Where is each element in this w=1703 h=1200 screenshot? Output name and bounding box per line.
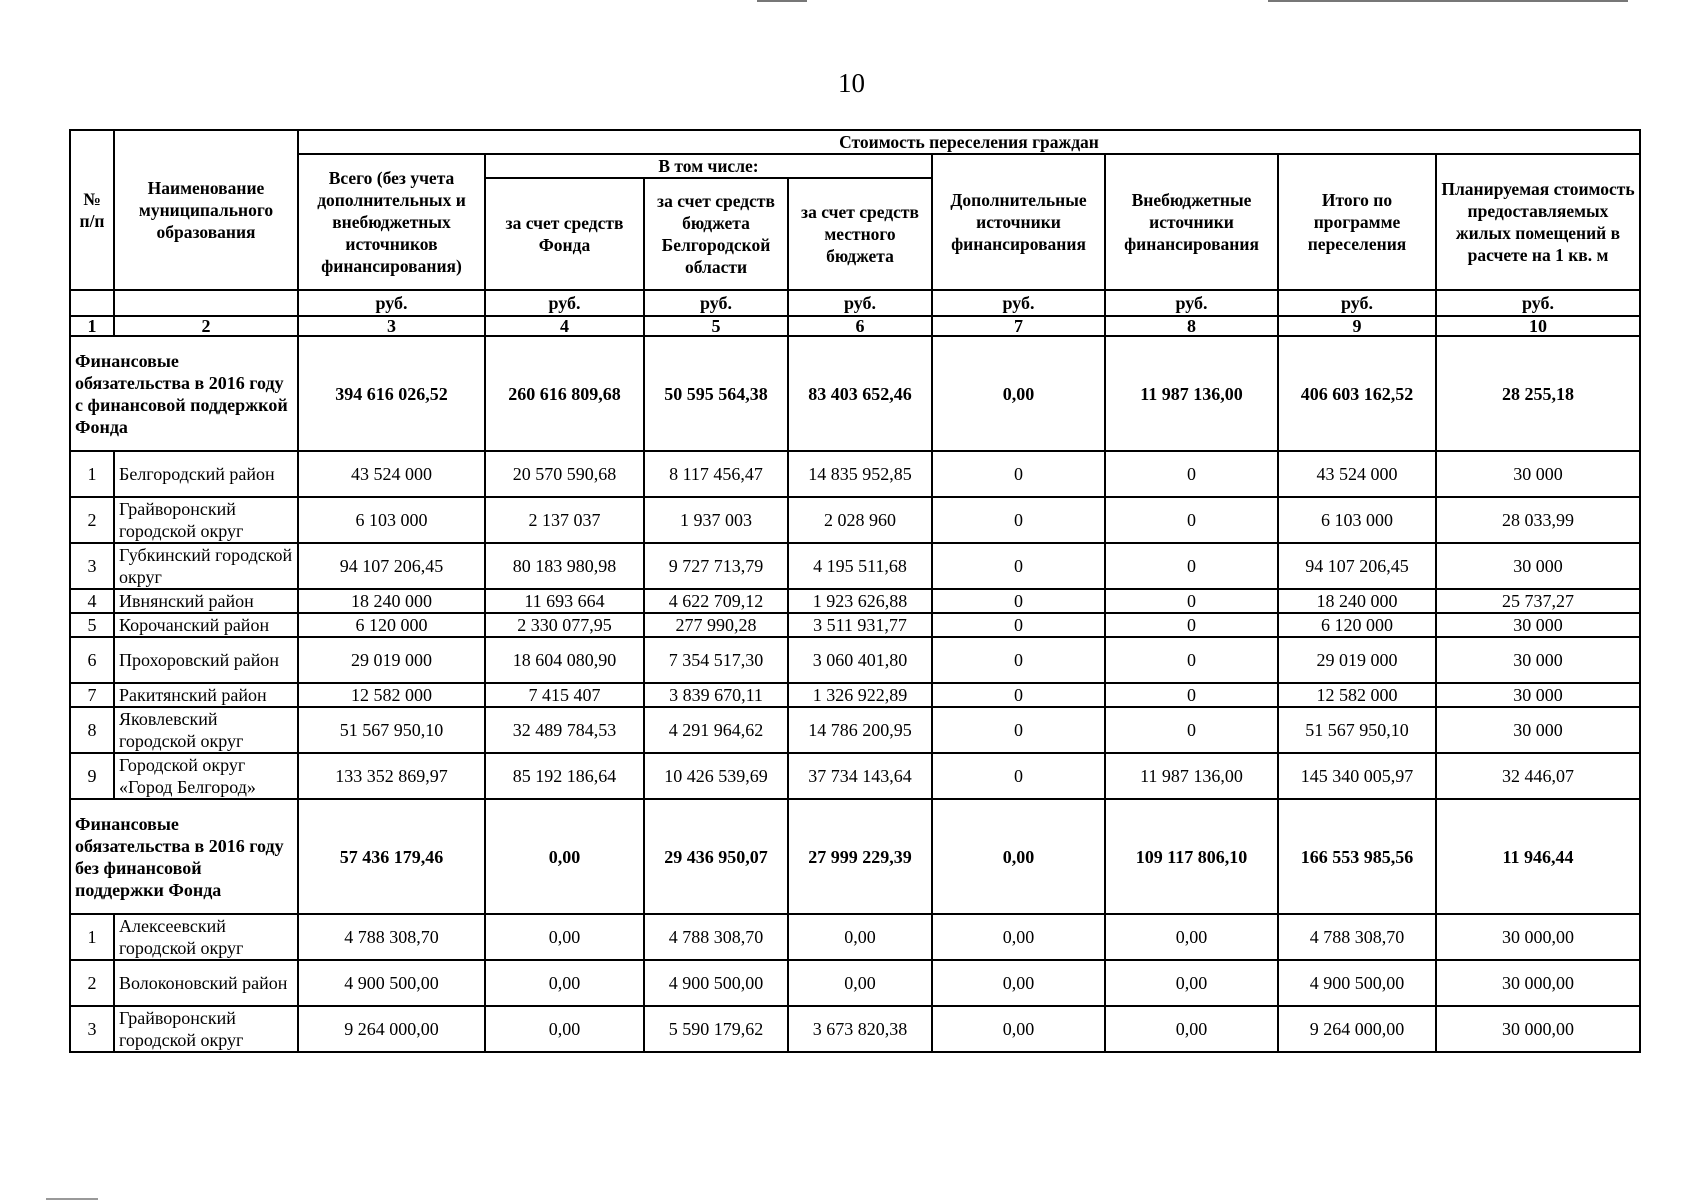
value-cell: 9 727 713,79: [644, 543, 788, 589]
group-value-cell: 29 436 950,07: [644, 799, 788, 914]
value-cell: 133 352 869,97: [298, 753, 485, 799]
value-cell: 277 990,28: [644, 613, 788, 637]
value-cell: 6 103 000: [298, 497, 485, 543]
value-cell: 0: [1105, 613, 1278, 637]
value-cell: 0: [1105, 589, 1278, 613]
group-value-cell: 260 616 809,68: [485, 336, 644, 451]
col-number: 3: [298, 316, 485, 336]
col-number: 2: [114, 316, 298, 336]
value-cell: 1 937 003: [644, 497, 788, 543]
group-total-row: [70, 336, 1640, 451]
value-cell: 20 570 590,68: [485, 451, 644, 497]
value-cell: 30 000,00: [1436, 960, 1640, 1006]
municipality-name: Прохоровский район: [114, 637, 298, 683]
value-cell: 30 000,00: [1436, 1006, 1640, 1052]
value-cell: 80 183 980,98: [485, 543, 644, 589]
col-number: 7: [932, 316, 1105, 336]
row-number: 3: [70, 1006, 114, 1052]
value-cell: 0: [1105, 451, 1278, 497]
group-value-cell: 27 999 229,39: [788, 799, 932, 914]
col-number: 6: [788, 316, 932, 336]
value-cell: 4 900 500,00: [298, 960, 485, 1006]
row-number: 8: [70, 707, 114, 753]
units-empty-num: [70, 290, 114, 316]
value-cell: 18 240 000: [1278, 589, 1436, 613]
value-cell: 30 000: [1436, 613, 1640, 637]
value-cell: 30 000: [1436, 543, 1640, 589]
value-cell: 30 000: [1436, 683, 1640, 707]
value-cell: 5 590 179,62: [644, 1006, 788, 1052]
page-number: 10: [838, 68, 865, 98]
value-cell: 4 195 511,68: [788, 543, 932, 589]
group-title: Финансовые обязательства в 2016 году с финансовой поддержкой Фонда: [70, 336, 298, 451]
value-cell: 29 019 000: [298, 637, 485, 683]
value-cell: 30 000: [1436, 637, 1640, 683]
value-cell: 94 107 206,45: [1278, 543, 1436, 589]
value-cell: 32 489 784,53: [485, 707, 644, 753]
table-row: [70, 1006, 1640, 1052]
header-extrabudget: Внебюджетные источники финансирования: [1105, 154, 1278, 290]
value-cell: 4 900 500,00: [1278, 960, 1436, 1006]
value-cell: 0,00: [485, 1006, 644, 1052]
row-number: 2: [70, 960, 114, 1006]
group-value-cell: 394 616 026,52: [298, 336, 485, 451]
value-cell: 4 788 308,70: [1278, 914, 1436, 960]
table-row: [70, 707, 1640, 753]
row-number: 5: [70, 613, 114, 637]
group-value-cell: 83 403 652,46: [788, 336, 932, 451]
value-cell: 0,00: [788, 960, 932, 1006]
value-cell: 1 326 922,89: [788, 683, 932, 707]
group-value-cell: 0,00: [932, 799, 1105, 914]
table-row: [70, 543, 1640, 589]
value-cell: 9 264 000,00: [1278, 1006, 1436, 1052]
row-number: 4: [70, 589, 114, 613]
value-cell: 85 192 186,64: [485, 753, 644, 799]
table-row: [70, 637, 1640, 683]
unit-cell: руб.: [1105, 290, 1278, 316]
col-number: 4: [485, 316, 644, 336]
group-value-cell: 406 603 162,52: [1278, 336, 1436, 451]
value-cell: 6 120 000: [298, 613, 485, 637]
value-cell: 0: [1105, 683, 1278, 707]
col-number: 10: [1436, 316, 1640, 336]
col-number: 5: [644, 316, 788, 336]
value-cell: 37 734 143,64: [788, 753, 932, 799]
value-cell: 28 033,99: [1436, 497, 1640, 543]
value-cell: 12 582 000: [1278, 683, 1436, 707]
municipality-name: Грайворонский городской округ: [114, 497, 298, 543]
col-number: 9: [1278, 316, 1436, 336]
value-cell: 0,00: [1105, 914, 1278, 960]
value-cell: 0,00: [932, 1006, 1105, 1052]
unit-cell: руб.: [1436, 290, 1640, 316]
group-value-cell: 11 987 136,00: [1105, 336, 1278, 451]
value-cell: 7 415 407: [485, 683, 644, 707]
top-rule-right: [1268, 0, 1628, 2]
table-row: [70, 914, 1640, 960]
header-program-total: Итого по программе переселения: [1278, 154, 1436, 290]
row-number: 2: [70, 497, 114, 543]
municipality-name: Ивнянский район: [114, 589, 298, 613]
value-cell: 0: [932, 451, 1105, 497]
row-number: 7: [70, 683, 114, 707]
value-cell: 1 923 626,88: [788, 589, 932, 613]
header-including: В том числе:: [485, 154, 932, 178]
municipality-name: Корочанский район: [114, 613, 298, 637]
units-empty-name: [114, 290, 298, 316]
value-cell: 14 786 200,95: [788, 707, 932, 753]
value-cell: 3 839 670,11: [644, 683, 788, 707]
value-cell: 0,00: [485, 914, 644, 960]
municipality-name: Яковлевский городской округ: [114, 707, 298, 753]
value-cell: 0,00: [1105, 1006, 1278, 1052]
unit-cell: руб.: [298, 290, 485, 316]
value-cell: 7 354 517,30: [644, 637, 788, 683]
value-cell: 11 693 664: [485, 589, 644, 613]
header-additional: Дополнительные источники финансирования: [932, 154, 1105, 290]
value-cell: 0: [932, 613, 1105, 637]
value-cell: 14 835 952,85: [788, 451, 932, 497]
value-cell: 6 120 000: [1278, 613, 1436, 637]
table-row: [70, 753, 1640, 799]
value-cell: 0: [932, 589, 1105, 613]
value-cell: 4 291 964,62: [644, 707, 788, 753]
table-row: [70, 451, 1640, 497]
municipality-name: Городской округ «Город Белгород»: [114, 753, 298, 799]
group-value-cell: 57 436 179,46: [298, 799, 485, 914]
value-cell: 2 137 037: [485, 497, 644, 543]
value-cell: 29 019 000: [1278, 637, 1436, 683]
col-number: 1: [70, 316, 114, 336]
municipality-name: Грайворонский городской округ: [114, 1006, 298, 1052]
municipality-name: Ракитянский район: [114, 683, 298, 707]
row-number: 6: [70, 637, 114, 683]
unit-cell: руб.: [788, 290, 932, 316]
value-cell: 0: [1105, 707, 1278, 753]
value-cell: 0,00: [1105, 960, 1278, 1006]
value-cell: 43 524 000: [298, 451, 485, 497]
value-cell: 4 788 308,70: [298, 914, 485, 960]
unit-cell: руб.: [485, 290, 644, 316]
header-name: Наименование муниципального образования: [114, 130, 298, 290]
value-cell: 8 117 456,47: [644, 451, 788, 497]
value-cell: 2 028 960: [788, 497, 932, 543]
header-local: за счет средств местного бюджета: [788, 178, 932, 290]
value-cell: 0,00: [788, 914, 932, 960]
row-number: 1: [70, 914, 114, 960]
unit-cell: руб.: [932, 290, 1105, 316]
group-value-cell: 0,00: [485, 799, 644, 914]
value-cell: 2 330 077,95: [485, 613, 644, 637]
header-fund: за счет средств Фонда: [485, 178, 644, 290]
resettlement-cost-table: [69, 129, 1641, 1053]
value-cell: 11 987 136,00: [1105, 753, 1278, 799]
table-body: [70, 336, 1640, 1052]
row-number: 3: [70, 543, 114, 589]
value-cell: 51 567 950,10: [298, 707, 485, 753]
value-cell: 0: [932, 497, 1105, 543]
municipality-name: Алексеевский городской округ: [114, 914, 298, 960]
unit-cell: руб.: [1278, 290, 1436, 316]
value-cell: 18 240 000: [298, 589, 485, 613]
col-number: 8: [1105, 316, 1278, 336]
group-value-cell: 0,00: [932, 336, 1105, 451]
value-cell: 25 737,27: [1436, 589, 1640, 613]
value-cell: 0,00: [932, 960, 1105, 1006]
unit-cell: руб.: [644, 290, 788, 316]
value-cell: 0: [932, 683, 1105, 707]
value-cell: 30 000: [1436, 451, 1640, 497]
group-value-cell: 166 553 985,56: [1278, 799, 1436, 914]
value-cell: 3 511 931,77: [788, 613, 932, 637]
value-cell: 94 107 206,45: [298, 543, 485, 589]
header-cost-group: Стоимость переселения граждан: [298, 130, 1640, 154]
value-cell: 18 604 080,90: [485, 637, 644, 683]
row-number: 1: [70, 451, 114, 497]
value-cell: 0: [932, 543, 1105, 589]
value-cell: 3 673 820,38: [788, 1006, 932, 1052]
table-row: [70, 613, 1640, 637]
value-cell: 12 582 000: [298, 683, 485, 707]
group-title: Финансовые обязательства в 2016 году без финансовой поддержки Фонда: [70, 799, 298, 914]
value-cell: 0: [932, 707, 1105, 753]
table-row: [70, 589, 1640, 613]
table-row: [70, 960, 1640, 1006]
value-cell: 0: [1105, 637, 1278, 683]
top-rule-left: [757, 0, 807, 2]
value-cell: 3 060 401,80: [788, 637, 932, 683]
group-value-cell: 28 255,18: [1436, 336, 1640, 451]
group-value-cell: 11 946,44: [1436, 799, 1640, 914]
header-region: за счет средств бюджета Белгородской области: [644, 178, 788, 290]
value-cell: 0: [1105, 497, 1278, 543]
value-cell: 0: [932, 637, 1105, 683]
value-cell: 0: [1105, 543, 1278, 589]
municipality-name: Губкинский городской округ: [114, 543, 298, 589]
value-cell: 0,00: [932, 914, 1105, 960]
value-cell: 32 446,07: [1436, 753, 1640, 799]
value-cell: 6 103 000: [1278, 497, 1436, 543]
group-total-row: [70, 799, 1640, 914]
value-cell: 4 622 709,12: [644, 589, 788, 613]
header-planned-cost: Планируемая стоимость предоставляемых жилых помещений в расчете на 1 кв. м: [1436, 154, 1640, 290]
header-total-excl: Всего (без учета дополнительных и внебюджетных источников финансирования): [298, 154, 485, 290]
value-cell: 0: [932, 753, 1105, 799]
municipality-name: Белгородский район: [114, 451, 298, 497]
value-cell: 51 567 950,10: [1278, 707, 1436, 753]
table-row: [70, 683, 1640, 707]
value-cell: 30 000: [1436, 707, 1640, 753]
value-cell: 0,00: [485, 960, 644, 1006]
value-cell: 9 264 000,00: [298, 1006, 485, 1052]
municipality-name: Волоконовский район: [114, 960, 298, 1006]
group-value-cell: 109 117 806,10: [1105, 799, 1278, 914]
table-row: [70, 497, 1640, 543]
value-cell: 43 524 000: [1278, 451, 1436, 497]
value-cell: 10 426 539,69: [644, 753, 788, 799]
header-num: № п/п: [70, 130, 114, 290]
value-cell: 4 788 308,70: [644, 914, 788, 960]
value-cell: 4 900 500,00: [644, 960, 788, 1006]
row-number: 9: [70, 753, 114, 799]
value-cell: 145 340 005,97: [1278, 753, 1436, 799]
value-cell: 30 000,00: [1436, 914, 1640, 960]
group-value-cell: 50 595 564,38: [644, 336, 788, 451]
